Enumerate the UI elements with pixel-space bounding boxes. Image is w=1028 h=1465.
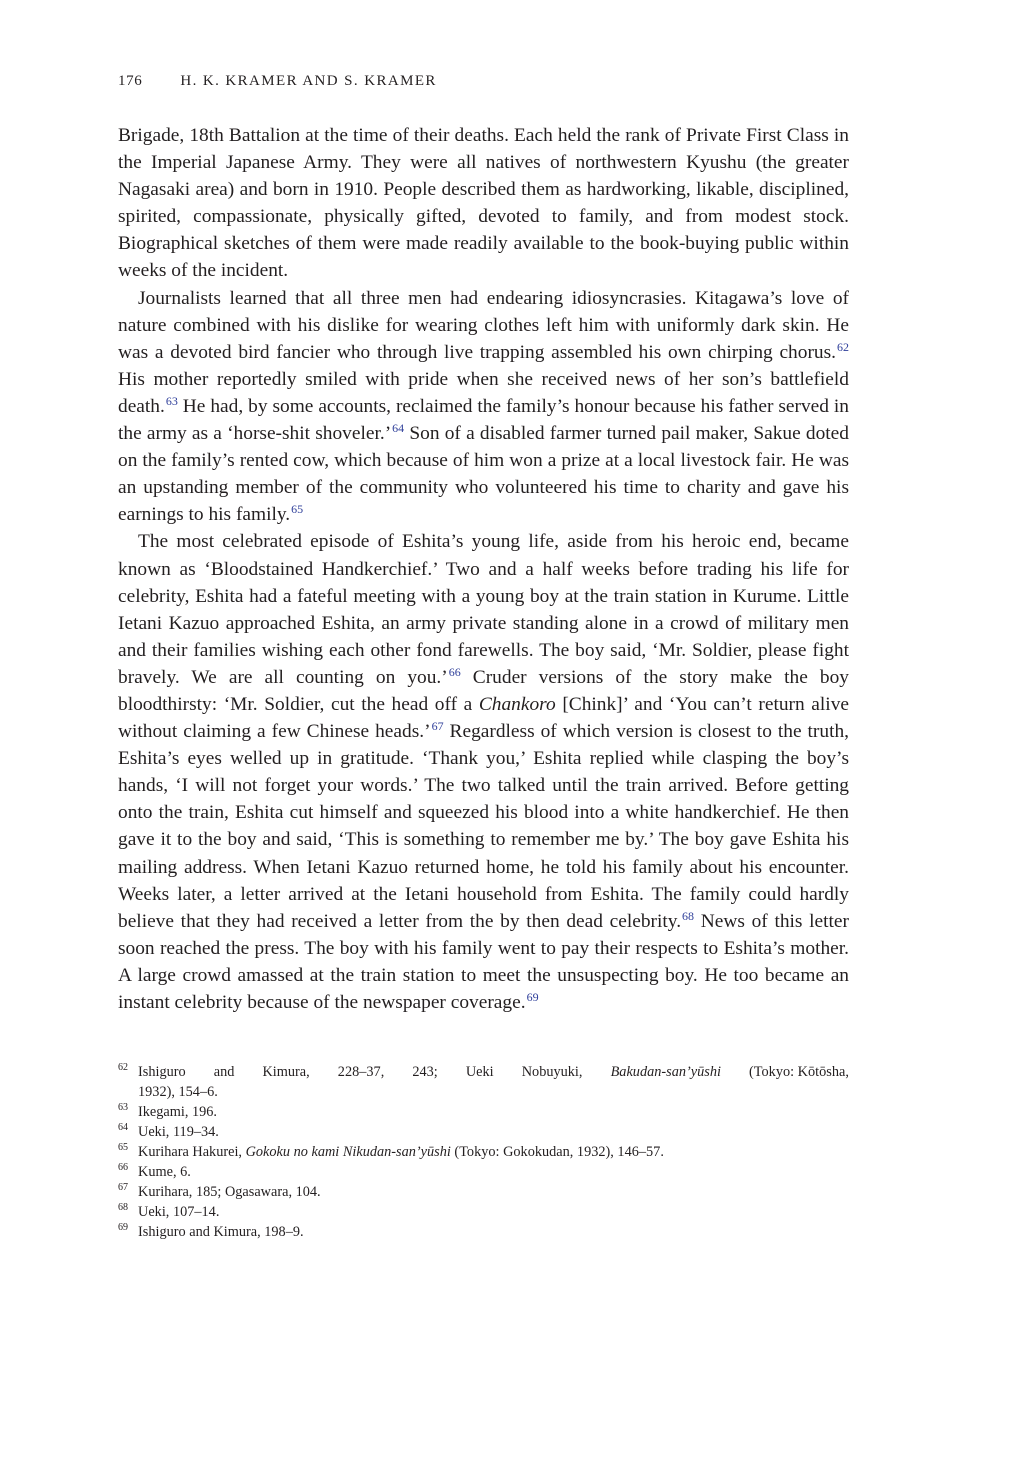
text-run: Ueki [465,1064,494,1081]
text-run: [Chink]’ and ‘You can’t return alive without claiming a few Chinese heads.’ [118,693,849,743]
text-run: Kimura, [262,1064,310,1081]
text-run: News of this letter soon reached the press. The boy with his family went to pay their respects to Eshita’s mother. A large crowd amassed at the train station to meet the unsuspecting boy. He too became an instant celebrity because of the newspaper coverage. [118,910,849,1013]
footnote-reference[interactable]: 63 [165,393,178,408]
text-run: Ueki, 107–14. [138,1204,220,1221]
footnote-number: 69 [118,1222,128,1234]
footnote-number: 68 [118,1202,128,1214]
footnote-reference[interactable]: 68 [682,908,695,923]
text-run: Regardless of which version is closest to the truth, Eshita’s eyes welled up in gratitude. ‘Thank you,’ Eshita replied while clasping the boy’s hands, ‘I will not forget your words.’ The two talked until the train arrived. Before getting onto the train, Eshita cut himself and squeezed his blood into a white handkerchief. He then gave it to the boy and said, ‘This is something to remember me by.’ The boy gave Eshita his mailing address. When Ietani Kazuo returned home, he told his family about his encounter. Weeks later, a letter arrived at the Ietani household from Eshita. The family could hardly believe that they had received a letter from the by then dead celebrity. [118,721,849,932]
paragraph [118,285,849,529]
footnote-reference[interactable]: 64 [392,421,405,436]
page-number: 176 [118,73,143,89]
footnote-number: 66 [118,1162,128,1174]
text-run: (Tokyo: Kōtōsha, [749,1064,849,1081]
footnote-reference[interactable]: 65 [291,502,304,517]
footnote-line: 1932), 154–6. [138,1084,218,1101]
footnote-text [138,1204,219,1220]
footnote-line [138,1062,849,1082]
footnote-number: 65 [118,1142,128,1154]
text-run: Cruder versions of the story make the boy bloodthirsty: ‘Mr. Soldier, cut the head off a [118,666,849,715]
text-run: Son of a disabled farmer turned pail maker, Sakue doted on the family’s rented cow, which because of him won a prize at a local livestock fair. He was an upstanding member of the community who volunteered his time to charity and gave his earnings to his family. [118,423,849,526]
footnote-number: 64 [118,1122,128,1134]
body-text [118,122,849,1016]
italic-text: Bakudan-san’yūshi [610,1064,721,1081]
text-run: Nobuyuki, [521,1064,583,1081]
text-run: His mother reportedly smiled with pride when she received news of her son’s battlefield death. [118,368,849,417]
footnote-reference[interactable]: 67 [431,719,444,734]
text-run: (Tokyo: Gokokudan, 1932), 146–57. [450,1144,664,1161]
text-run: The most celebrated episode of Eshita’s young life, aside from his heroic end, became known as ‘Bloodstained Handkerchief.’ Two and a half weeks before trading his life for celebrity, Eshita had a fateful meeting with a young boy at the train station in Kurume. Little Ietani Kazuo approached Eshita, an army private standing alone in a crowd of military men and their families wishing each other fond farewells. The boy said, ‘Mr. Soldier, please fight bravely. We are all counting on you.’ [118,531,849,688]
footnote-text [138,1104,217,1120]
footnote-text [138,1124,219,1140]
footnote [118,1182,849,1202]
text-run: Ishiguro [138,1064,186,1081]
footnote [118,1122,849,1142]
page [118,66,849,1242]
footnote-text [138,1224,304,1240]
text-run: Ueki, 119–34. [138,1124,219,1141]
text-run: Kurihara Hakurei, [138,1144,246,1161]
text-run: and [213,1064,235,1081]
footnote-number: 63 [118,1102,128,1114]
footnote-text [138,1164,191,1180]
paragraph [118,122,849,285]
footnote [118,1222,849,1242]
text-run: 243; [412,1064,438,1081]
footnote-number: 62 [118,1062,128,1074]
running-head-authors: H. K. KRAMER AND S. KRAMER [180,73,437,89]
footnote-reference[interactable]: 62 [837,339,849,354]
footnote-text [138,1144,664,1160]
text-run: Kurihara, 185; Ogasawara, 104. [138,1184,321,1201]
running-head [118,66,849,96]
footnote [118,1062,849,1102]
footnote-reference[interactable]: 66 [448,664,461,679]
text-run: Kume, 6. [138,1164,191,1181]
italic-text: Chankoro [478,693,556,715]
text-run: He had, by some accounts, reclaimed the family’s honour because his father served in the army as a ‘horse-shit shoveler.’ [118,395,849,445]
footnote-text [138,1184,321,1200]
text-run: Ishiguro and Kimura, 198–9. [138,1224,304,1241]
text-run: Brigade, 18th Battalion at the time of their deaths. Each held the rank of Private First Class in the Imperial Japanese Army. They were all natives of northwestern Kyushu (the greater Nagasaki area) and born in 1910. People described them as hardworking, likable, disciplined, spirited, compassionate, physically gifted, devoted to family, and from modest stock. Biographical sketches of them were made readily available to the book-buying public within weeks of the incident. [118,125,849,282]
footnote [118,1202,849,1222]
paragraph [118,528,849,1016]
text-run: Journalists learned that all three men had endearing idiosyncrasies. Kitagawa’s love of nature combined with his dislike for wearing clothes left him with uniformly dark skin. He was a devoted bird fancier who through live trapping assembled his own chirping chorus. [118,287,849,363]
footnote [118,1102,849,1122]
italic-text: Gokoku no kami Nikudan-san’yūshi [245,1144,451,1161]
footnote-number: 67 [118,1182,128,1194]
footnote-reference[interactable]: 69 [526,990,539,1004]
footnotes [118,1062,849,1242]
text-run: 228–37, [337,1064,385,1081]
footnote [118,1162,849,1182]
text-run: Ikegami, 196. [138,1104,218,1121]
footnote [118,1142,849,1162]
